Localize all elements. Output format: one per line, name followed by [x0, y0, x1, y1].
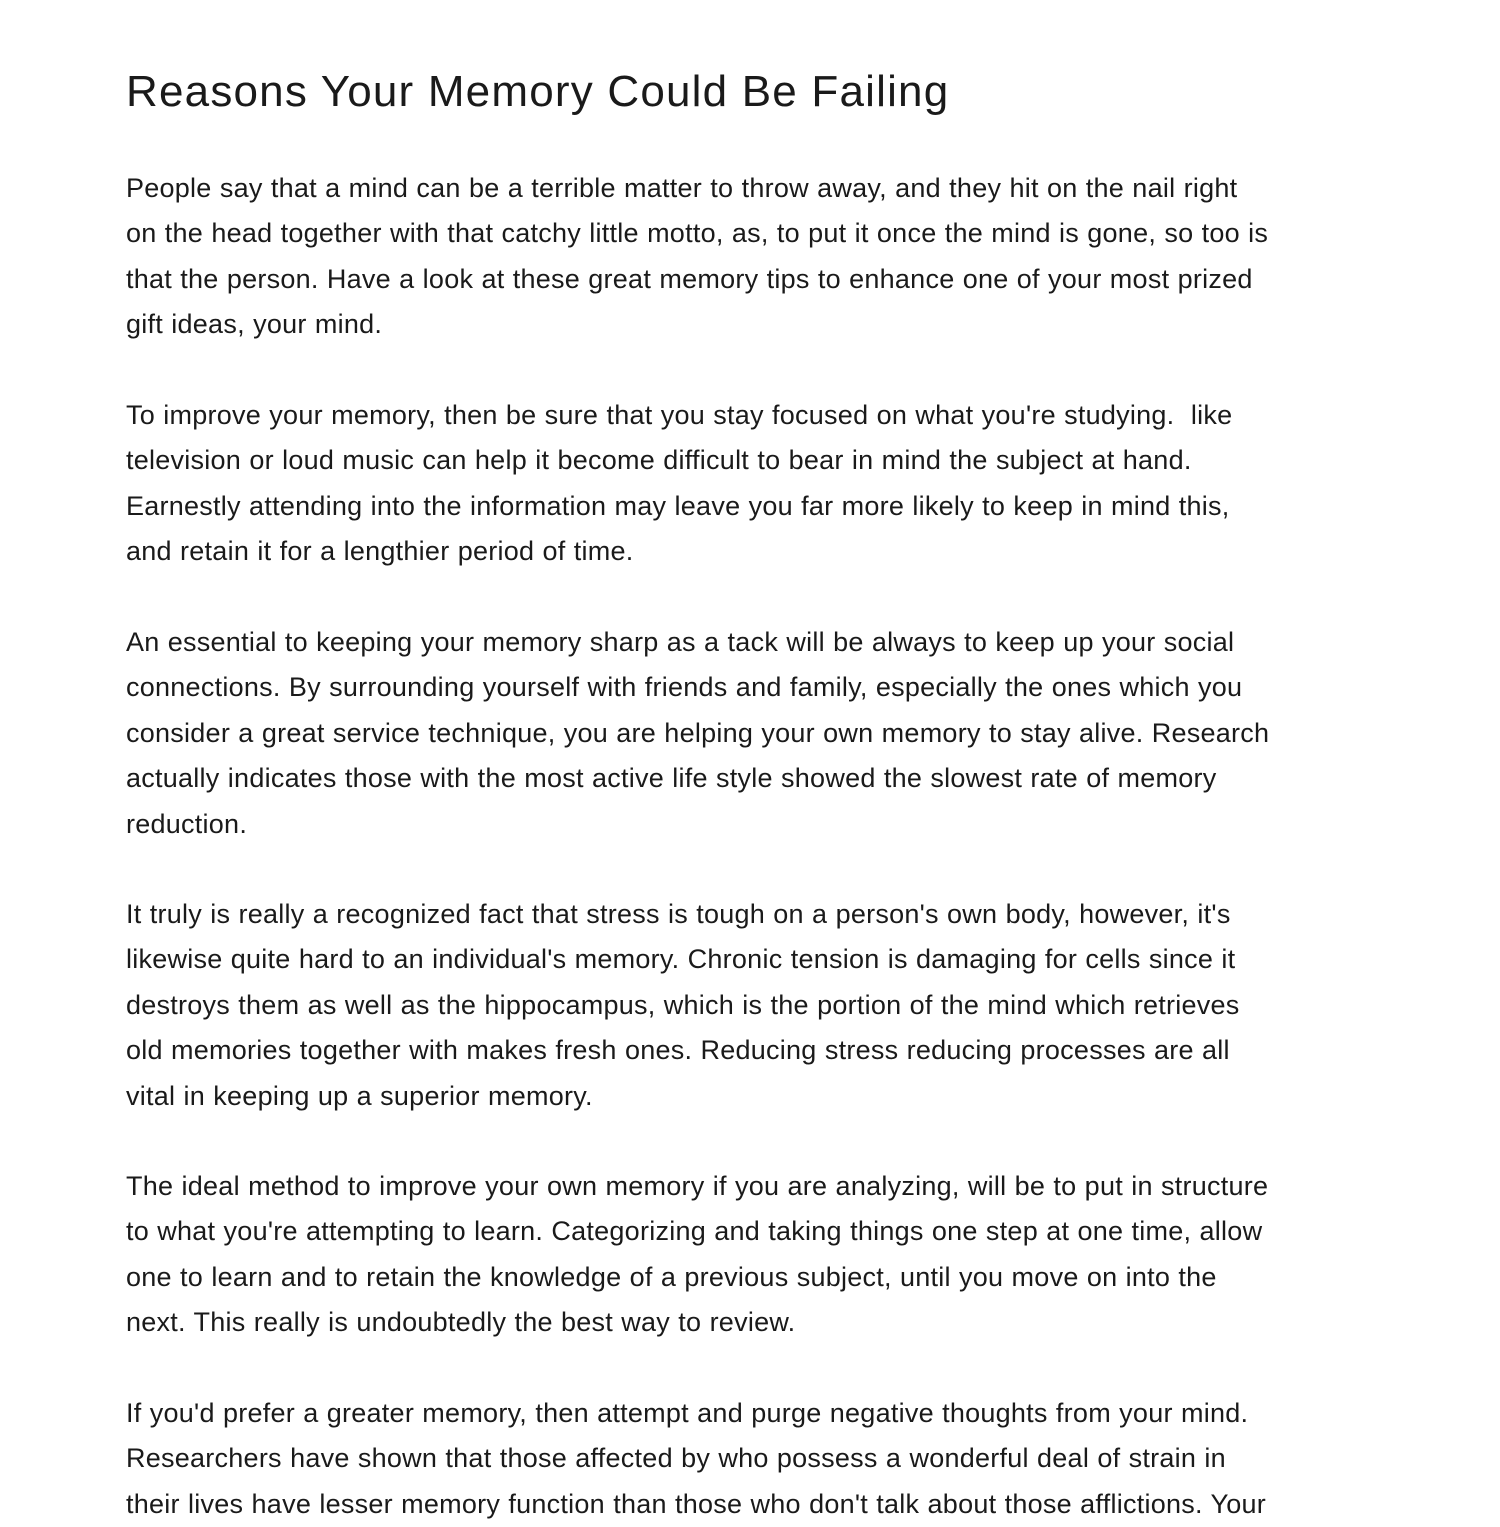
paragraph-line: old memories together with makes fresh ones. Reducing stress reducing processes are all — [126, 1035, 1230, 1066]
paragraph-1 — [126, 166, 1386, 348]
paragraph-line: An essential to keeping your memory sharp as a tack will be always to keep up your social — [126, 627, 1235, 657]
paragraph-line: To improve your memory, then be sure that you stay focused on what you're studying. like — [126, 400, 1233, 430]
paragraph-line: reduction. — [126, 808, 248, 839]
paragraph-line: destroys them as well as the hippocampus, which is the portion of the mind which retrieves — [126, 989, 1240, 1020]
paragraph-5 — [126, 1164, 1386, 1346]
paragraph-line: If you'd prefer a greater memory, then attempt and purge negative thoughts from your mind. — [126, 1398, 1249, 1428]
paragraph-4 — [126, 892, 1386, 1119]
paragraph-line: gift ideas, your mind. — [126, 309, 383, 340]
paragraph-line: People say that a mind can be a terrible matter to throw away, and they hit on the nail right — [126, 173, 1238, 203]
paragraph-line: connections. By surrounding yourself with friends and family, especially the ones which you — [126, 672, 1243, 703]
paragraph-line: one to learn and to retain the knowledge of a previous subject, until you move on into the — [126, 1261, 1217, 1292]
paragraph-line: their lives have lesser memory function than those who don't talk about those afflictions. Your — [126, 1488, 1267, 1519]
paragraph-line: and retain it for a lengthier period of time. — [126, 536, 634, 567]
paragraph-line: television or loud music can help it become difficult to bear in mind the subject at hand. — [126, 445, 1192, 476]
paragraph-6 — [126, 1391, 1386, 1527]
paragraph-line: vital in keeping up a superior memory. — [126, 1080, 593, 1111]
paragraph-line: actually indicates those with the most active life style showed the slowest rate of memory — [126, 763, 1217, 794]
paragraph-line: on the head together with that catchy little motto, as, to put it once the mind is gone, so too is — [126, 218, 1269, 249]
paragraph-line: It truly is really a recognized fact that stress is tough on a person's own body, however, it's — [126, 899, 1231, 929]
paragraph-2 — [126, 393, 1386, 575]
paragraph-line: Researchers have shown that those affected by who possess a wonderful deal of strain in — [126, 1443, 1226, 1474]
paragraph-line: likewise quite hard to an individual's memory. Chronic tension is damaging for cells since it — [126, 944, 1236, 975]
document-title: Reasons Your Memory Could Be Failing — [126, 67, 950, 116]
paragraph-3 — [126, 620, 1386, 847]
paragraph-line: that the person. Have a look at these great memory tips to enhance one of your most prized — [126, 263, 1253, 294]
paragraph-line: Earnestly attending into the information may leave you far more likely to keep in mind this, — [126, 490, 1230, 521]
paragraph-line: The ideal method to improve your own memory if you are analyzing, will be to put in structure — [126, 1171, 1269, 1201]
paragraph-line: consider a great service technique, you are helping your own memory to stay alive. Research — [126, 717, 1270, 748]
paragraph-line: next. This really is undoubtedly the best way to review. — [126, 1307, 796, 1338]
paragraph-line: to what you're attempting to learn. Categorizing and taking things one step at one time, allow — [126, 1216, 1263, 1247]
